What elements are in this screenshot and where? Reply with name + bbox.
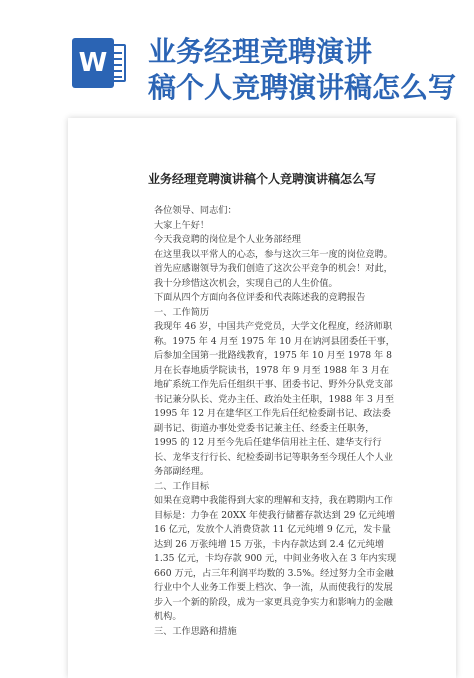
banner-title-line-2: 稿个人竞聘演讲稿怎么写 [148,71,457,104]
section-heading: 二、工作目标 [154,480,210,492]
paragraph: 在这里我以平常人的心态，参与这次三年一度的岗位竞聘。首先应感谢领导为我们创造了这次公平竞争的机会！对此，我十分珍惜这次机会，实现自己的人生价值。 [154,248,393,289]
word-document-icon [72,38,128,88]
header-banner [0,0,474,104]
section-heading: 一、工作简历 [154,306,210,318]
paragraph: 今天我竞聘的岗位是个人业务部经理 [154,234,301,245]
section-heading: 三、工作思路和措施 [154,625,237,637]
document-title: 业务经理竞聘演讲稿个人竞聘演讲稿怎么写 [147,172,376,186]
paragraph: 如果在竞聘中我能得到大家的理解和支持，我在聘期内工作目标是：力争在 20XX 年使我行储蓄存款达到 29 亿元纯增 16 亿元，发放个人消费贷款 11 亿元纯增 9 亿元，发卡量达到 26 万张纯增 15 万张，卡内存款达到 2.4 亿元纯增 1.35 亿元，卡均存款 900 元，中间业务收入在 3 年内实现 660 万元，占三年利润平均数的 3.5%。经过努力全市金融行业中个人业务工作要上档次、争一流，从而使我行的发展步入一个新的阶段，成为一家更具竞争实力和影响力的金融机构。 [154,495,400,622]
paragraph: 下面从四个方面向各位评委和代表陈述我的竞聘报告 [154,292,366,303]
paragraph: 我现年 46 岁，中国共产党党员，大学文化程度，经济师职称。1975 年 4 月至 1975 年 10 月在讷河县团委任干事，后参加全国第一批路线教育，1975 年 10 月至 1978 年 8 月在长春地质学院读书，1978 年 9 月至 1988 年 3 月在地矿系统工作先后任组织干事、团委书记、野外分队党支部书记兼分队长、党办主任、政治处主任职，1988 年 3 月至 1995 年 12 月在建华区工作先后任纪检委副书记、政法委副书记、街道办事处党委书记兼主任、经委主任职务， 1995 的 12 月至今先后任建华信用社主任、建华支行行长、龙华支行行长、纪检委副书记等职务至今现任人个人业务部副经理。 [154,321,398,477]
banner-title-line-1: 业务经理竞聘演讲 [148,35,373,68]
paragraph: 大家上午好！ [154,219,210,231]
document-page [68,118,456,678]
document-body [138,204,398,639]
paragraph: 各位领导、同志们： [154,205,237,216]
word-letter: W [78,48,108,78]
